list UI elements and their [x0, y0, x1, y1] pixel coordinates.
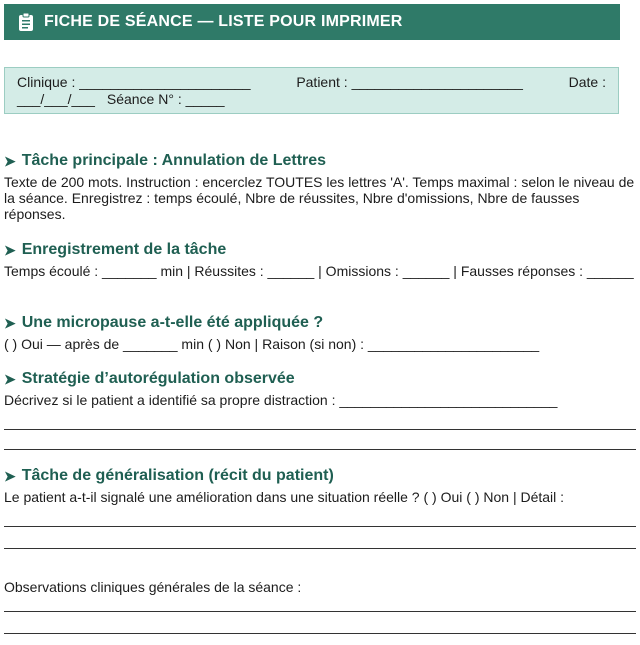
session-number-field[interactable]: Séance N° : _____ [106, 91, 225, 107]
main-task-heading: Tâche principale : Annulation de Lettres [21, 152, 327, 169]
recording-fields[interactable]: Temps écoulé : _______ min | Réussites : ______ | Omissions : ______ | Fausses réponses : ______ [4, 263, 634, 279]
strategy-section [4, 369, 636, 408]
writing-line[interactable] [4, 611, 636, 612]
date-field[interactable]: ___/___/___ [17, 91, 95, 107]
arrow-icon: ➤ [4, 242, 16, 258]
main-task-text: Texte de 200 mots. Instruction : encerclez TOUTES les lettres 'A'. Temps maximal : selon le niveau de la séance. Enregistrez : temps écoulé, Nbre de réussites, Nbre d'omissions, Nbre de fausses réponses. [4, 174, 635, 222]
arrow-icon: ➤ [4, 371, 16, 387]
micropause-section [4, 313, 636, 352]
session-info-box [4, 67, 619, 114]
writing-line[interactable] [4, 449, 636, 450]
arrow-icon: ➤ [4, 153, 16, 169]
clipboard-icon [18, 12, 34, 32]
micropause-fields[interactable]: ( ) Oui — après de _______ min ( ) Non | Raison (si non) : ______________________ [4, 336, 540, 352]
strategy-heading: Stratégie d’autorégulation observée [21, 370, 295, 387]
strategy-field[interactable]: Décrivez si le patient a identifié sa propre distraction : ____________________________ [4, 392, 558, 408]
arrow-icon: ➤ [4, 315, 16, 331]
date-label: Date : [568, 74, 606, 90]
clinic-field[interactable]: Clinique : ______________________ [17, 74, 251, 90]
recording-section [4, 240, 636, 279]
writing-line[interactable] [4, 429, 636, 430]
micropause-heading: Une micropause a-t-elle été appliquée ? [21, 314, 324, 331]
page-title: FICHE DE SÉANCE — LISTE POUR IMPRIMER [44, 13, 403, 30]
writing-line[interactable] [4, 633, 636, 634]
writing-line[interactable] [4, 548, 636, 549]
patient-field[interactable]: Patient : ______________________ [296, 74, 523, 90]
page-header [4, 4, 620, 40]
observations-section [4, 576, 636, 595]
generalisation-section [4, 466, 636, 505]
arrow-icon: ➤ [4, 468, 16, 484]
writing-line[interactable] [4, 526, 636, 527]
recording-heading: Enregistrement de la tâche [21, 241, 227, 258]
generalisation-field[interactable]: Le patient a-t-il signalé une amélioration dans une situation réelle ? ( ) Oui ( ) Non | Détail : [4, 489, 565, 505]
observations-label: Observations cliniques générales de la séance : [4, 579, 302, 595]
main-task-section [4, 151, 636, 222]
generalisation-heading: Tâche de généralisation (récit du patient) [21, 467, 334, 484]
